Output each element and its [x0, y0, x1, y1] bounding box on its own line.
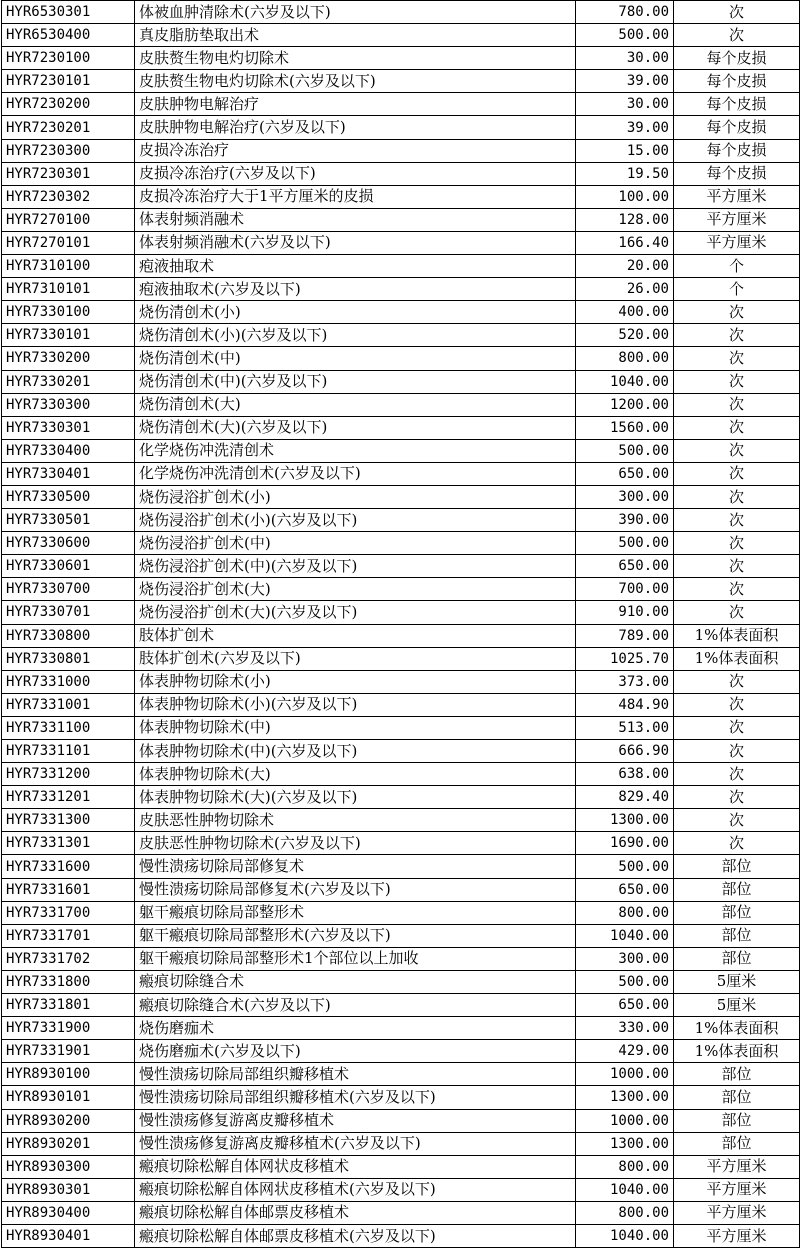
item-unit-cell: 次 — [674, 24, 800, 47]
item-name-cell: 瘢痕切除缝合术(六岁及以下) — [135, 994, 576, 1017]
item-code-cell: HYR7270101 — [2, 231, 135, 254]
item-price-cell: 1200.00 — [576, 393, 674, 416]
item-name-cell: 皮肤赘生物电灼切除术 — [135, 47, 576, 70]
item-price-cell: 15.00 — [576, 139, 674, 162]
item-price-cell: 330.00 — [576, 1017, 674, 1040]
table-row — [2, 93, 800, 116]
item-code-cell: HYR7331001 — [2, 693, 135, 716]
item-price-cell: 1000.00 — [576, 1109, 674, 1132]
item-unit-cell: 1%体表面积 — [674, 647, 800, 670]
item-unit-cell: 次 — [674, 485, 800, 508]
item-name-cell: 肢体扩创术 — [135, 624, 576, 647]
item-code-cell: HYR7330701 — [2, 601, 135, 624]
item-code-cell: HYR7331801 — [2, 994, 135, 1017]
item-price-cell: 300.00 — [576, 485, 674, 508]
item-code-cell: HYR7310101 — [2, 278, 135, 301]
item-price-cell: 39.00 — [576, 70, 674, 93]
item-code-cell: HYR8930101 — [2, 1086, 135, 1109]
item-unit-cell: 1%体表面积 — [674, 1040, 800, 1063]
item-unit-cell: 次 — [674, 693, 800, 716]
table-row — [2, 278, 800, 301]
fee-table-body — [2, 1, 800, 1248]
item-code-cell: HYR6530400 — [2, 24, 135, 47]
item-price-cell: 1040.00 — [576, 1224, 674, 1247]
table-row — [2, 485, 800, 508]
item-price-cell: 520.00 — [576, 324, 674, 347]
item-code-cell: HYR8930401 — [2, 1224, 135, 1247]
item-unit-cell: 每个皮损 — [674, 93, 800, 116]
item-unit-cell: 平方厘米 — [674, 185, 800, 208]
item-name-cell: 疱液抽取术 — [135, 255, 576, 278]
item-unit-cell: 次 — [674, 324, 800, 347]
item-code-cell: HYR7330101 — [2, 324, 135, 347]
item-unit-cell: 次 — [674, 462, 800, 485]
item-name-cell: 体表肿物切除术(大) — [135, 763, 576, 786]
table-row — [2, 786, 800, 809]
item-unit-cell: 部位 — [674, 1086, 800, 1109]
item-price-cell: 1025.70 — [576, 647, 674, 670]
item-price-cell: 780.00 — [576, 1, 674, 24]
item-code-cell: HYR7331201 — [2, 786, 135, 809]
item-unit-cell: 次 — [674, 1, 800, 24]
item-price-cell: 650.00 — [576, 878, 674, 901]
item-code-cell: HYR7270100 — [2, 208, 135, 231]
item-unit-cell: 平方厘米 — [674, 1178, 800, 1201]
table-row — [2, 970, 800, 993]
item-unit-cell: 次 — [674, 301, 800, 324]
item-code-cell: HYR7331702 — [2, 947, 135, 970]
table-row — [2, 832, 800, 855]
item-price-cell: 829.40 — [576, 786, 674, 809]
item-unit-cell: 个 — [674, 278, 800, 301]
item-name-cell: 皮损冷冻治疗 — [135, 139, 576, 162]
item-price-cell: 500.00 — [576, 24, 674, 47]
table-row — [2, 1201, 800, 1224]
item-price-cell: 500.00 — [576, 532, 674, 555]
item-name-cell: 烧伤浸浴扩创术(中)(六岁及以下) — [135, 555, 576, 578]
item-unit-cell: 5厘米 — [674, 970, 800, 993]
table-row — [2, 647, 800, 670]
item-price-cell: 666.90 — [576, 740, 674, 763]
item-code-cell: HYR7330600 — [2, 532, 135, 555]
item-price-cell: 26.00 — [576, 278, 674, 301]
item-name-cell: 真皮脂肪垫取出术 — [135, 24, 576, 47]
item-name-cell: 烧伤浸浴扩创术(中) — [135, 532, 576, 555]
item-name-cell: 皮损冷冻治疗(六岁及以下) — [135, 162, 576, 185]
table-row — [2, 255, 800, 278]
item-name-cell: 烧伤浸浴扩创术(小) — [135, 485, 576, 508]
item-price-cell: 1040.00 — [576, 924, 674, 947]
item-code-cell: HYR7330100 — [2, 301, 135, 324]
item-price-cell: 800.00 — [576, 901, 674, 924]
table-row — [2, 1, 800, 24]
item-price-cell: 800.00 — [576, 1201, 674, 1224]
item-unit-cell: 部位 — [674, 1132, 800, 1155]
item-price-cell: 1300.00 — [576, 1086, 674, 1109]
item-price-cell: 500.00 — [576, 855, 674, 878]
item-unit-cell: 部位 — [674, 1063, 800, 1086]
item-unit-cell: 个 — [674, 255, 800, 278]
item-price-cell: 650.00 — [576, 462, 674, 485]
item-price-cell: 30.00 — [576, 47, 674, 70]
item-name-cell: 烧伤磨痂术(六岁及以下) — [135, 1040, 576, 1063]
item-price-cell: 910.00 — [576, 601, 674, 624]
item-name-cell: 瘢痕切除松解自体邮票皮移植术 — [135, 1201, 576, 1224]
item-code-cell: HYR7331601 — [2, 878, 135, 901]
item-unit-cell: 次 — [674, 393, 800, 416]
table-row — [2, 1017, 800, 1040]
item-unit-cell: 部位 — [674, 947, 800, 970]
item-code-cell: HYR8930100 — [2, 1063, 135, 1086]
table-row — [2, 439, 800, 462]
item-code-cell: HYR7230200 — [2, 93, 135, 116]
item-code-cell: HYR8930400 — [2, 1201, 135, 1224]
table-row — [2, 47, 800, 70]
table-row — [2, 70, 800, 93]
item-unit-cell: 次 — [674, 740, 800, 763]
table-row — [2, 855, 800, 878]
item-name-cell: 瘢痕切除松解自体网状皮移植术(六岁及以下) — [135, 1178, 576, 1201]
item-name-cell: 躯干瘢痕切除局部整形术(六岁及以下) — [135, 924, 576, 947]
item-price-cell: 100.00 — [576, 185, 674, 208]
item-price-cell: 39.00 — [576, 116, 674, 139]
item-price-cell: 19.50 — [576, 162, 674, 185]
item-name-cell: 皮肤赘生物电灼切除术(六岁及以下) — [135, 70, 576, 93]
item-unit-cell: 平方厘米 — [674, 1201, 800, 1224]
table-row — [2, 809, 800, 832]
item-unit-cell: 每个皮损 — [674, 47, 800, 70]
item-name-cell: 体表肿物切除术(小) — [135, 670, 576, 693]
item-code-cell: HYR7230100 — [2, 47, 135, 70]
item-price-cell: 390.00 — [576, 509, 674, 532]
item-price-cell: 20.00 — [576, 255, 674, 278]
item-unit-cell: 平方厘米 — [674, 231, 800, 254]
item-unit-cell: 次 — [674, 670, 800, 693]
item-code-cell: HYR7230301 — [2, 162, 135, 185]
item-name-cell: 疱液抽取术(六岁及以下) — [135, 278, 576, 301]
item-name-cell: 烧伤清创术(小) — [135, 301, 576, 324]
table-row — [2, 1132, 800, 1155]
item-code-cell: HYR7230101 — [2, 70, 135, 93]
item-code-cell: HYR8930300 — [2, 1155, 135, 1178]
table-row — [2, 716, 800, 739]
item-unit-cell: 次 — [674, 809, 800, 832]
item-name-cell: 皮肤肿物电解治疗(六岁及以下) — [135, 116, 576, 139]
item-code-cell: HYR7331200 — [2, 763, 135, 786]
item-name-cell: 皮损冷冻治疗大于1平方厘米的皮损 — [135, 185, 576, 208]
item-name-cell: 烧伤清创术(大)(六岁及以下) — [135, 416, 576, 439]
item-price-cell: 400.00 — [576, 301, 674, 324]
item-code-cell: HYR7330500 — [2, 485, 135, 508]
item-unit-cell: 次 — [674, 716, 800, 739]
item-price-cell: 789.00 — [576, 624, 674, 647]
item-code-cell: HYR7330800 — [2, 624, 135, 647]
item-name-cell: 瘢痕切除松解自体网状皮移植术 — [135, 1155, 576, 1178]
item-price-cell: 800.00 — [576, 347, 674, 370]
item-name-cell: 慢性溃疡切除局部修复术 — [135, 855, 576, 878]
item-name-cell: 慢性溃疡切除局部组织瓣移植术(六岁及以下) — [135, 1086, 576, 1109]
item-unit-cell: 部位 — [674, 1109, 800, 1132]
item-code-cell: HYR7331100 — [2, 716, 135, 739]
table-row — [2, 901, 800, 924]
item-name-cell: 皮肤肿物电解治疗 — [135, 93, 576, 116]
item-code-cell: HYR7331900 — [2, 1017, 135, 1040]
item-name-cell: 烧伤浸浴扩创术(大)(六岁及以下) — [135, 601, 576, 624]
item-price-cell: 650.00 — [576, 994, 674, 1017]
item-name-cell: 化学烧伤冲洗清创术(六岁及以下) — [135, 462, 576, 485]
item-price-cell: 500.00 — [576, 970, 674, 993]
item-name-cell: 体表射频消融术 — [135, 208, 576, 231]
table-row — [2, 162, 800, 185]
table-row — [2, 208, 800, 231]
item-price-cell: 166.40 — [576, 231, 674, 254]
item-price-cell: 373.00 — [576, 670, 674, 693]
item-code-cell: HYR7330601 — [2, 555, 135, 578]
item-name-cell: 体被血肿清除术(六岁及以下) — [135, 1, 576, 24]
item-name-cell: 瘢痕切除缝合术 — [135, 970, 576, 993]
item-name-cell: 躯干瘢痕切除局部整形术1个部位以上加收 — [135, 947, 576, 970]
table-row — [2, 878, 800, 901]
table-row — [2, 416, 800, 439]
item-unit-cell: 次 — [674, 578, 800, 601]
table-row — [2, 116, 800, 139]
item-code-cell: HYR8930201 — [2, 1132, 135, 1155]
item-name-cell: 慢性溃疡切除局部修复术(六岁及以下) — [135, 878, 576, 901]
item-code-cell: HYR8930301 — [2, 1178, 135, 1201]
item-unit-cell: 每个皮损 — [674, 70, 800, 93]
table-row — [2, 555, 800, 578]
table-row — [2, 1086, 800, 1109]
item-name-cell: 体表肿物切除术(大)(六岁及以下) — [135, 786, 576, 809]
item-code-cell: HYR7331701 — [2, 924, 135, 947]
item-price-cell: 30.00 — [576, 93, 674, 116]
fee-table — [1, 0, 800, 1248]
item-name-cell: 烧伤清创术(中) — [135, 347, 576, 370]
item-unit-cell: 次 — [674, 763, 800, 786]
item-name-cell: 慢性溃疡修复游离皮瓣移植术(六岁及以下) — [135, 1132, 576, 1155]
table-row — [2, 947, 800, 970]
item-unit-cell: 部位 — [674, 878, 800, 901]
item-name-cell: 体表肿物切除术(小)(六岁及以下) — [135, 693, 576, 716]
item-name-cell: 慢性溃疡切除局部组织瓣移植术 — [135, 1063, 576, 1086]
item-unit-cell: 平方厘米 — [674, 1155, 800, 1178]
item-unit-cell: 每个皮损 — [674, 139, 800, 162]
item-unit-cell: 次 — [674, 509, 800, 532]
item-unit-cell: 5厘米 — [674, 994, 800, 1017]
item-name-cell: 烧伤清创术(中)(六岁及以下) — [135, 370, 576, 393]
item-unit-cell: 每个皮损 — [674, 162, 800, 185]
item-code-cell: HYR7310100 — [2, 255, 135, 278]
item-unit-cell: 次 — [674, 370, 800, 393]
item-code-cell: HYR7230300 — [2, 139, 135, 162]
item-code-cell: HYR7330201 — [2, 370, 135, 393]
item-code-cell: HYR7330401 — [2, 462, 135, 485]
table-row — [2, 301, 800, 324]
item-name-cell: 烧伤浸浴扩创术(小)(六岁及以下) — [135, 509, 576, 532]
item-price-cell: 1040.00 — [576, 370, 674, 393]
item-code-cell: HYR7330200 — [2, 347, 135, 370]
item-code-cell: HYR8930200 — [2, 1109, 135, 1132]
item-price-cell: 1040.00 — [576, 1178, 674, 1201]
item-price-cell: 429.00 — [576, 1040, 674, 1063]
item-code-cell: HYR7330400 — [2, 439, 135, 462]
table-row — [2, 509, 800, 532]
table-row — [2, 370, 800, 393]
item-unit-cell: 次 — [674, 832, 800, 855]
item-price-cell: 128.00 — [576, 208, 674, 231]
item-unit-cell: 部位 — [674, 924, 800, 947]
item-unit-cell: 次 — [674, 532, 800, 555]
item-price-cell: 638.00 — [576, 763, 674, 786]
item-code-cell: HYR7330501 — [2, 509, 135, 532]
item-unit-cell: 每个皮损 — [674, 116, 800, 139]
item-unit-cell: 次 — [674, 555, 800, 578]
item-price-cell: 1560.00 — [576, 416, 674, 439]
table-row — [2, 1063, 800, 1086]
table-row — [2, 185, 800, 208]
item-code-cell: HYR7330801 — [2, 647, 135, 670]
item-name-cell: 烧伤浸浴扩创术(大) — [135, 578, 576, 601]
item-price-cell: 513.00 — [576, 716, 674, 739]
item-unit-cell: 1%体表面积 — [674, 624, 800, 647]
table-row — [2, 601, 800, 624]
item-code-cell: HYR7331301 — [2, 832, 135, 855]
item-price-cell: 700.00 — [576, 578, 674, 601]
item-unit-cell: 次 — [674, 347, 800, 370]
table-row — [2, 763, 800, 786]
item-code-cell: HYR7331901 — [2, 1040, 135, 1063]
table-row — [2, 924, 800, 947]
item-price-cell: 800.00 — [576, 1155, 674, 1178]
item-unit-cell: 平方厘米 — [674, 1224, 800, 1247]
item-unit-cell: 次 — [674, 416, 800, 439]
item-unit-cell: 次 — [674, 786, 800, 809]
item-code-cell: HYR7331600 — [2, 855, 135, 878]
item-code-cell: HYR7331700 — [2, 901, 135, 924]
item-name-cell: 烧伤清创术(小)(六岁及以下) — [135, 324, 576, 347]
item-code-cell: HYR7331000 — [2, 670, 135, 693]
table-row — [2, 139, 800, 162]
item-name-cell: 皮肤恶性肿物切除术(六岁及以下) — [135, 832, 576, 855]
item-code-cell: HYR7331300 — [2, 809, 135, 832]
item-unit-cell: 部位 — [674, 855, 800, 878]
item-price-cell: 1300.00 — [576, 1132, 674, 1155]
item-name-cell: 肢体扩创术(六岁及以下) — [135, 647, 576, 670]
item-name-cell: 化学烧伤冲洗清创术 — [135, 439, 576, 462]
item-name-cell: 躯干瘢痕切除局部整形术 — [135, 901, 576, 924]
item-unit-cell: 次 — [674, 439, 800, 462]
table-row — [2, 1224, 800, 1247]
table-row — [2, 670, 800, 693]
item-name-cell: 慢性溃疡修复游离皮瓣移植术 — [135, 1109, 576, 1132]
table-row — [2, 578, 800, 601]
table-row — [2, 624, 800, 647]
table-row — [2, 24, 800, 47]
item-name-cell: 烧伤清创术(大) — [135, 393, 576, 416]
item-code-cell: HYR7330700 — [2, 578, 135, 601]
item-name-cell: 皮肤恶性肿物切除术 — [135, 809, 576, 832]
item-code-cell: HYR7331800 — [2, 970, 135, 993]
table-row — [2, 1109, 800, 1132]
item-code-cell: HYR7230302 — [2, 185, 135, 208]
table-row — [2, 693, 800, 716]
item-code-cell: HYR6530301 — [2, 1, 135, 24]
item-name-cell: 体表肿物切除术(中)(六岁及以下) — [135, 740, 576, 763]
table-row — [2, 1178, 800, 1201]
table-row — [2, 324, 800, 347]
item-unit-cell: 部位 — [674, 901, 800, 924]
item-price-cell: 650.00 — [576, 555, 674, 578]
item-name-cell: 瘢痕切除松解自体邮票皮移植术(六岁及以下) — [135, 1224, 576, 1247]
table-row — [2, 393, 800, 416]
item-code-cell: HYR7230201 — [2, 116, 135, 139]
item-name-cell: 烧伤磨痂术 — [135, 1017, 576, 1040]
table-row — [2, 231, 800, 254]
table-row — [2, 1040, 800, 1063]
table-row — [2, 532, 800, 555]
table-row — [2, 347, 800, 370]
item-price-cell: 500.00 — [576, 439, 674, 462]
item-code-cell: HYR7331101 — [2, 740, 135, 763]
item-unit-cell: 次 — [674, 601, 800, 624]
item-price-cell: 300.00 — [576, 947, 674, 970]
item-unit-cell: 平方厘米 — [674, 208, 800, 231]
item-price-cell: 1300.00 — [576, 809, 674, 832]
item-code-cell: HYR7330301 — [2, 416, 135, 439]
item-name-cell: 体表射频消融术(六岁及以下) — [135, 231, 576, 254]
table-row — [2, 1155, 800, 1178]
table-row — [2, 994, 800, 1017]
item-unit-cell: 1%体表面积 — [674, 1017, 800, 1040]
item-code-cell: HYR7330300 — [2, 393, 135, 416]
item-name-cell: 体表肿物切除术(中) — [135, 716, 576, 739]
item-price-cell: 1690.00 — [576, 832, 674, 855]
item-price-cell: 484.90 — [576, 693, 674, 716]
table-row — [2, 740, 800, 763]
table-row — [2, 462, 800, 485]
item-price-cell: 1000.00 — [576, 1063, 674, 1086]
